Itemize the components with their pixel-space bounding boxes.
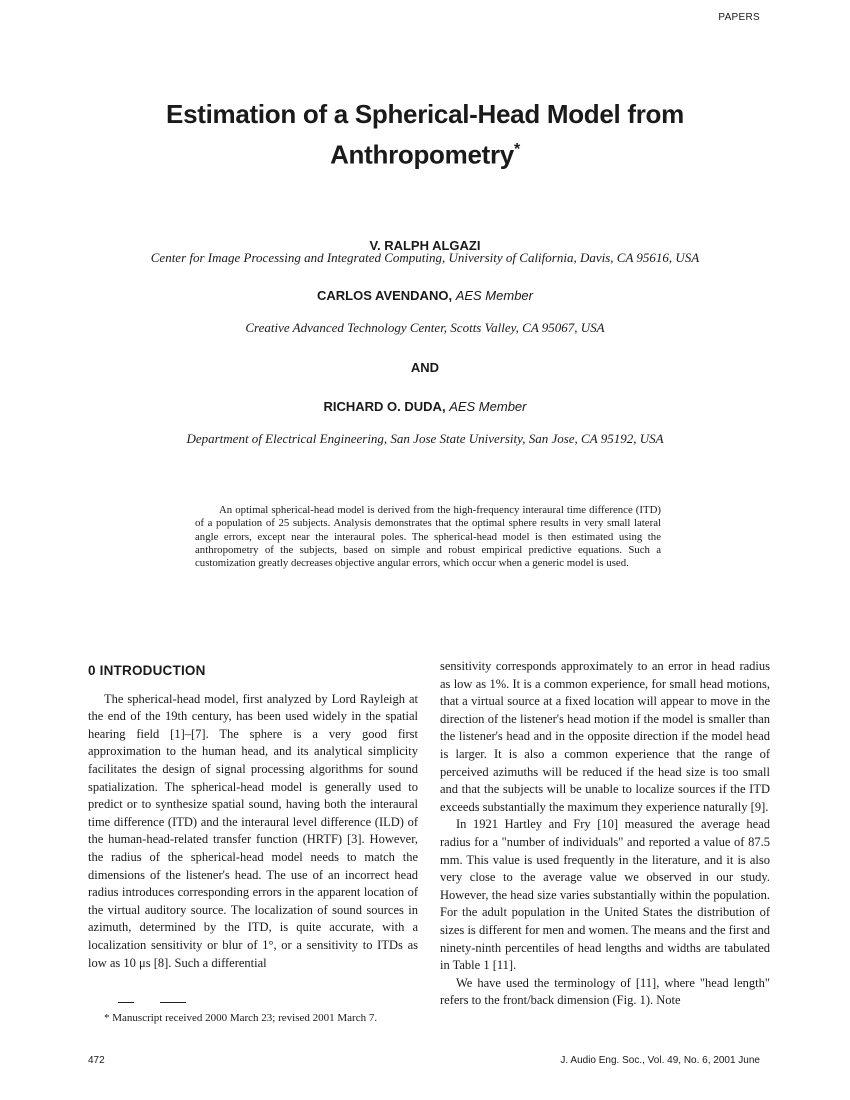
right-column <box>440 658 770 1010</box>
section-heading: 0 INTRODUCTION <box>88 663 206 678</box>
author-1-affiliation: Center for Image Processing and Integrated Computing, University of California, Davis, CA 95616, USA <box>150 250 700 265</box>
title-line-1: Estimation of a Spherical-Head Model from <box>166 99 684 129</box>
author-3 <box>0 399 850 414</box>
title-footnote-mark: * <box>513 141 520 158</box>
title-line-2-text: Anthropometry <box>330 139 514 170</box>
author-3-affiliation: Department of Electrical Engineering, San Jose State University, San Jose, CA 95192, USA <box>186 431 664 446</box>
abstract: An optimal spherical-head model is derived from the high-frequency interaural time difference (ITD) of a population of 25 subjects. Analysis demonstrates that the optimal sphere results in very small lateral angle errors, except near the interaural poles. The spherical-head model is then estimated using the anthropometry of the subjects, based on simple and robust empirical predictive equations. Such a customization greatly decreases objective angular errors, which occur when a generic model is used. <box>195 504 661 570</box>
title-line-2 <box>100 132 750 173</box>
body-paragraph: We have used the terminology of [11], where "head length" refers to the front/back dimension (Fig. 1). Note <box>440 975 770 1008</box>
footnote-rule <box>160 1002 186 1003</box>
author-2-affiliation: Creative Advanced Technology Center, Scotts Valley, CA 95067, USA <box>245 320 605 335</box>
journal-reference: J. Audio Eng. Soc., Vol. 49, No. 6, 2001 June <box>560 1055 760 1066</box>
author-2 <box>0 288 850 303</box>
left-column <box>88 658 418 972</box>
author-3-name: RICHARD O. DUDA, <box>323 399 446 414</box>
running-head: PAPERS <box>718 12 760 23</box>
author-2-name: CARLOS AVENDANO, <box>317 288 453 303</box>
author-2-membership: AES Member <box>455 288 533 303</box>
body-paragraph: sensitivity corresponds approximately to an error in head radius as low as 1%. It is a common experience, for small head motions, that a virtual source at a fixed location will appear to move in the direction of the listener's head motion if the model is smaller than the listener's head and in the opposite direction if the model head is larger. It is also a common experience that the range of perceived azimuths will be reduced if the head size is too small and that the subjects will be unable to localize sources if the ITD exceeds substantially the maximum they experience naturally [9]. <box>440 659 770 814</box>
author-1-name: V. RALPH ALGAZI <box>369 238 481 253</box>
body-paragraph: The spherical-head model, first analyzed by Lord Rayleigh at the end of the 19th century, has been used widely in the spatial hearing field [1]–[7]. The sphere is a very good first approximation to the human head, and its analytical simplicity facilitates the design of signal processing algorithms for sound spatialization. The spherical-head model is generally used to predict or to synthesize spatial sound, having both the interaural time difference (ITD) and the interaural level difference (ILD) of the human-head-related transfer function (HRTF) [3]. However, the radius of the spherical-head model needs to match the dimensions of the listener's head. The use of an incorrect head radius introduces corresponding errors in the apparent location of the virtual auditory source. The localization of sound sources in azimuth, determined by the ITD, is quite accurate, with a localization sensitivity or blur of 1°, or a sensitivity to ITDs as low as 10 μs [8]. Such a differential <box>88 691 418 970</box>
page-number: 472 <box>88 1055 105 1066</box>
paper-title <box>100 96 750 173</box>
author-3-membership: AES Member <box>449 399 527 414</box>
body-paragraph: In 1921 Hartley and Fry [10] measured the average head radius for a "number of individuals" and reported a value of 87.5 mm. This value is used frequently in the literature, and it is also very close to the average value we observed in our study. However, the head size varies substantially within the population. For the adult population in the United States the distribution of sizes is different for men and women. The means and the first and ninety-ninth percentiles of head lengths and widths are tabulated in Table 1 [11]. <box>440 817 770 973</box>
footnote-rule <box>118 1002 134 1003</box>
and-separator: AND <box>410 360 440 375</box>
footnote: * Manuscript received 2000 March 23; revised 2001 March 7. <box>104 1012 378 1024</box>
